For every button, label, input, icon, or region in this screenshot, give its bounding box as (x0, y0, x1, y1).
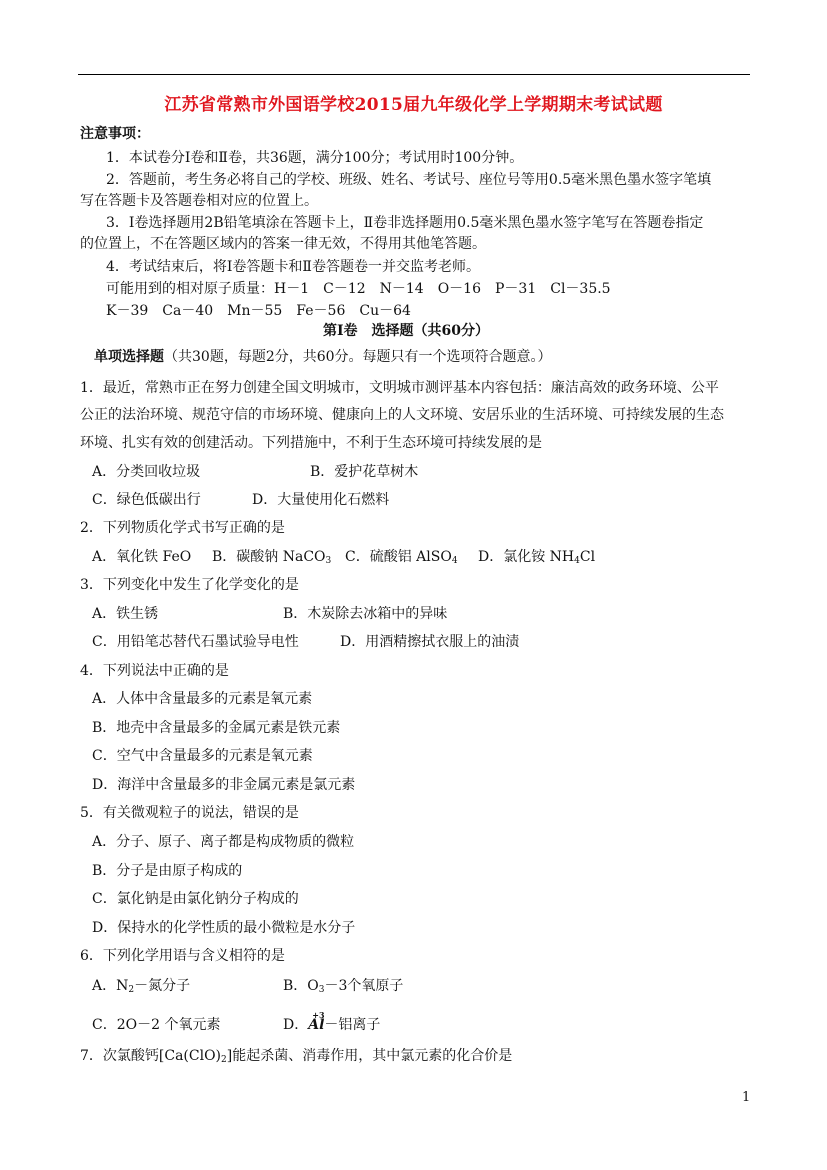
q7-stem-tail: ]能起杀菌、消毒作用，其中氯元素的化合价是 (226, 1048, 513, 1064)
q2-option-d-text: D．氯化铵 NH (478, 549, 575, 565)
page-number: 1 (742, 1090, 751, 1105)
q1-stem-line-3: 环境、扎实有效的创建活动。下列措施中，不利于生态环境可持续发展的是 (80, 435, 542, 451)
q6-option-a-subscript: 2 (128, 985, 135, 995)
q7-stem-text: 7．次氯酸钙[Ca(ClO) (80, 1048, 222, 1064)
q3-option-d: D．用酒精擦拭衣服上的油渍 (340, 634, 520, 650)
q6-option-b-subscript: 3 (318, 985, 325, 995)
page-title: 江苏省常熟市外国语学校2015届九年级化学上学期期末考试试题 (164, 95, 663, 115)
q1-option-d: D．大量使用化石燃料 (252, 492, 390, 508)
q2-option-b-text: B．碳酸钠 NaCO (212, 549, 326, 565)
q3-stem: 3．下列变化中发生了化学变化的是 (80, 577, 299, 593)
q1-option-b: B．爱护花草树木 (310, 464, 419, 480)
q2-option-d (478, 548, 595, 566)
note-1: 1．本试卷分Ⅰ卷和Ⅱ卷，共36题，满分100分；考试用时100分钟。 (106, 150, 524, 166)
note-2-line-2: 写在答题卡及答题卷相对应的位置上。 (80, 193, 318, 209)
q2-option-d-subscript: 4 (574, 556, 580, 566)
q4-stem: 4．下列说法中正确的是 (80, 663, 229, 679)
q2-option-a: A．氧化铁 FeO (92, 549, 192, 565)
atomic-mass-line-2: K－39 Ca－40 Mn－55 Fe－56 Cu－64 (106, 303, 411, 319)
q2-option-d-tail: Cl (579, 549, 596, 565)
q7-stem-subscript: 2 (221, 1055, 227, 1065)
q2-option-c (345, 548, 458, 566)
q5-option-d: D．保持水的化学性质的最小微粒是水分子 (92, 920, 356, 936)
q5-stem: 5．有关微观粒子的说法，错误的是 (80, 805, 299, 821)
note-3-line-1: 3．Ⅰ卷选择题用2B铅笔填涂在答题卡上，Ⅱ卷非选择题用0.5毫米黑色墨水签字笔写在答题卷指定 (106, 215, 704, 231)
q1-stem-line-2: 公正的法治环境、规范守信的市场环境、健康向上的人文环境、安居乐业的生活环境、可持续发展的生态 (80, 407, 724, 423)
q4-option-d: D．海洋中含量最多的非金属元素是氯元素 (92, 777, 356, 793)
atomic-mass-line-1: 可能用到的相对原子质量：H－1 C－12 N－14 O－16 P－31 Cl－35.5 (106, 281, 611, 297)
instruction (94, 348, 552, 366)
note-3-line-2: 的位置上，不在答题区域内的答案一律无效，不得用其他笔答题。 (80, 236, 486, 252)
note-4: 4．考试结束后，将Ⅰ卷答题卡和Ⅱ卷答题卷一并交监考老师。 (106, 259, 480, 275)
q3-option-a: A．铁生锈 (92, 606, 159, 622)
q2-stem: 2．下列物质化学式书写正确的是 (80, 520, 285, 536)
q5-option-a: A．分子、原子、离子都是构成物质的微粒 (92, 834, 355, 850)
q3-option-c: C．用铅笔芯替代石墨试验导电性 (92, 634, 299, 650)
charge-superscript: +3 (312, 1010, 325, 1020)
q5-option-b: B．分子是由原子构成的 (92, 863, 243, 879)
section-heading: 第Ⅰ卷 选择题（共60分） (323, 323, 490, 339)
q6-option-a (92, 977, 190, 995)
q6-option-b (283, 977, 403, 995)
q3-option-b: B．木炭除去冰箱中的异味 (283, 606, 448, 622)
q6-option-b-meaning: －3个氧原子 (324, 978, 404, 994)
q6-option-a-text: A．N (92, 978, 129, 994)
q6-option-a-meaning: －氮分子 (134, 978, 191, 994)
q2-option-c-subscript: 4 (451, 556, 458, 566)
q1-stem-line-1: 1．最近，常熟市正在努力创建全国文明城市，文明城市测评基本内容包括：廉洁高效的政务环境、公平 (80, 380, 719, 396)
q6-option-d-meaning: －铝离子 (324, 1017, 381, 1033)
q6-option-b-text: B．O (283, 978, 319, 994)
q6-option-d-label: D． (283, 1017, 309, 1033)
q4-option-a: A．人体中含量最多的元素是氧元素 (92, 691, 313, 707)
q1-option-c: C．绿色低碳出行 (92, 492, 201, 508)
q2-option-b-subscript: 3 (325, 556, 332, 566)
aluminum-symbol (308, 1010, 325, 1034)
q6-stem: 6．下列化学用语与含义相符的是 (80, 948, 285, 964)
notes-heading: 注意事项： (80, 126, 150, 142)
q4-option-b: B．地壳中含量最多的金属元素是铁元素 (92, 720, 341, 736)
q6-option-c: C．2O－2 个氧元素 (92, 1017, 221, 1033)
note-2-line-1: 2．答题前，考生务必将自己的学校、班级、姓名、考试号、座位号等用0.5毫米黑色墨水签字笔填 (106, 172, 712, 188)
q6-option-d (283, 1010, 381, 1034)
q5-option-c: C．氯化钠是由氯化钠分子构成的 (92, 891, 299, 907)
q1-option-a: A．分类回收垃圾 (92, 464, 201, 480)
instruction-bold: 单项选择题 (94, 349, 164, 365)
instruction-rest: （共30题，每题2分，共60分。每题只有一个选项符合题意。） (164, 349, 552, 365)
q2-option-b (212, 548, 331, 566)
aluminum-letters: Al (308, 1017, 325, 1033)
q2-option-c-text: C．硫酸铝 AlSO (345, 549, 452, 565)
q4-option-c: C．空气中含量最多的元素是氧元素 (92, 748, 313, 764)
q7-stem (80, 1047, 512, 1065)
header-rule (78, 74, 750, 75)
